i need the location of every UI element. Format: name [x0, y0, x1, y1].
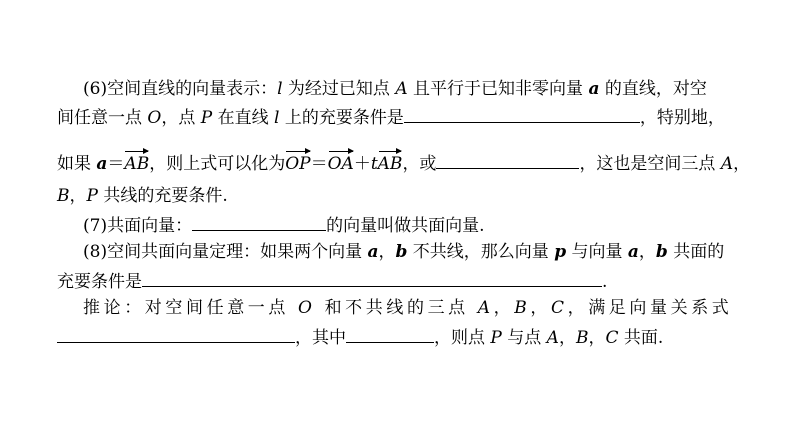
text: ，点 — [161, 108, 201, 128]
vector-b: b — [655, 242, 668, 262]
p6-line-4 — [57, 184, 794, 208]
var-t: t — [370, 154, 378, 174]
text: 共面的 — [667, 242, 725, 262]
text: 充要条件是 — [57, 272, 142, 292]
answer-blank-3[interactable] — [192, 212, 326, 231]
text: 的直线，对空 — [599, 79, 707, 99]
comma: ， — [530, 298, 551, 318]
text: 上的充要条件是 — [279, 108, 404, 128]
text: 与点 — [501, 328, 547, 348]
comma: ， — [69, 186, 87, 206]
vector-a: a — [627, 242, 639, 262]
var-B: B — [575, 328, 589, 348]
text: 且平行于已知非零向量 — [407, 79, 589, 99]
vector-AB: AB — [124, 148, 149, 176]
var-A: A — [546, 328, 559, 348]
corollary-line-1 — [83, 296, 794, 320]
text: 的向量叫做共面向量. — [326, 216, 485, 236]
vector-OA: OA — [328, 148, 354, 176]
plus: ＋ — [353, 154, 371, 174]
text: ，特别地， — [639, 108, 725, 128]
answer-blank-6[interactable] — [346, 324, 434, 343]
p6-line-3 — [57, 148, 794, 176]
var-l: l — [274, 108, 280, 128]
vector-a: a — [96, 154, 108, 174]
p6-label: (6)空间直线的向量表示： — [83, 79, 278, 99]
text: 共面. — [618, 328, 664, 348]
text: ，其中 — [295, 328, 346, 348]
equals: ＝ — [107, 154, 125, 174]
var-A: A — [477, 298, 494, 318]
var-B: B — [57, 186, 70, 206]
comma: ， — [638, 242, 656, 262]
var-P: P — [86, 186, 98, 206]
comma: ， — [733, 154, 751, 174]
var-l: l — [277, 79, 283, 99]
var-O: O — [147, 108, 162, 128]
answer-blank-5[interactable] — [57, 324, 295, 343]
var-C: C — [550, 298, 568, 318]
comma: ， — [588, 328, 606, 348]
p6-line-2 — [57, 104, 794, 130]
text: ，则点 — [434, 328, 491, 348]
corollary-line-2 — [57, 324, 794, 350]
text: 和不共线的三点 — [315, 298, 478, 318]
var-O: O — [298, 298, 316, 318]
vector-a: a — [588, 79, 600, 99]
vector-p: p — [554, 242, 567, 262]
text: 在直线 — [212, 108, 275, 128]
var-B: B — [514, 298, 531, 318]
p7-label: (7)共面向量： — [83, 216, 193, 236]
answer-blank-4[interactable] — [142, 268, 602, 287]
comma: ， — [378, 242, 396, 262]
text: ，或 — [402, 154, 437, 174]
text: 间任意一点 — [57, 108, 148, 128]
text: . — [602, 272, 608, 292]
p6-line-1 — [83, 77, 794, 101]
corollary-label: 推论：对空间任意一点 — [83, 298, 299, 318]
text: 共线的充要条件. — [97, 186, 228, 206]
var-P: P — [490, 328, 502, 348]
p7-line — [83, 212, 794, 238]
vector-OP: OP — [285, 148, 310, 176]
text: 不共线，那么向量 — [407, 242, 555, 262]
vector-AB: AB — [378, 148, 403, 176]
text: ，这也是空间三点 — [579, 154, 721, 174]
text: 为经过已知点 — [282, 79, 396, 99]
text: 与向量 — [566, 242, 628, 262]
text: 如果 — [57, 154, 97, 174]
answer-blank-1[interactable] — [404, 104, 640, 123]
var-C: C — [605, 328, 619, 348]
answer-blank-2[interactable] — [436, 150, 579, 169]
comma: ， — [493, 298, 515, 318]
vector-b: b — [395, 242, 408, 262]
p8-line-2 — [57, 268, 794, 294]
equals: ＝ — [310, 154, 328, 174]
p8-label: (8)空间共面向量定理：如果两个向量 — [83, 242, 368, 262]
vector-a: a — [367, 242, 379, 262]
text: ，则上式可以化为 — [149, 154, 286, 174]
var-P: P — [200, 108, 213, 128]
p8-line-1 — [83, 240, 794, 264]
var-A: A — [720, 154, 734, 174]
comma: ， — [558, 328, 576, 348]
var-A: A — [395, 79, 408, 99]
text: ，满足向量关系式 — [567, 298, 733, 318]
